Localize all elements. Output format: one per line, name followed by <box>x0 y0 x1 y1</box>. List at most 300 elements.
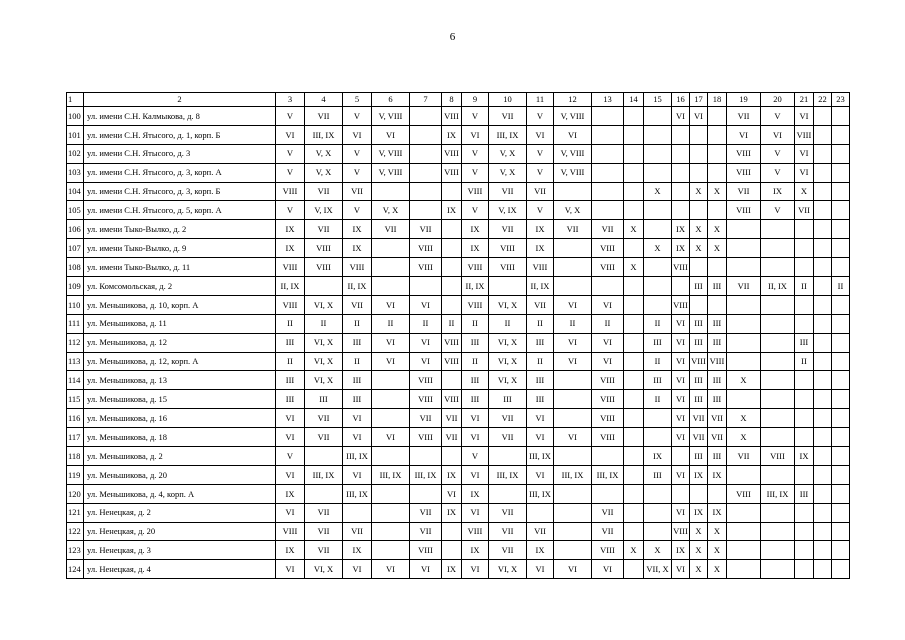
table-cell <box>592 144 624 163</box>
table-cell: III <box>462 390 489 409</box>
table-cell <box>814 333 832 352</box>
table-cell <box>795 522 814 541</box>
table-cell <box>592 484 624 503</box>
table-row <box>67 409 850 428</box>
table-cell: II, IX <box>276 277 305 296</box>
table-cell <box>410 277 442 296</box>
column-header: 2 <box>84 93 276 107</box>
table-body <box>67 93 850 579</box>
table-cell: VII <box>489 107 527 126</box>
table-cell: IX <box>761 182 795 201</box>
table-cell: VII <box>727 182 761 201</box>
table-cell: VIII <box>442 163 462 182</box>
table-cell <box>761 295 795 314</box>
table-row <box>67 447 850 466</box>
table-cell: V <box>276 201 305 220</box>
table-cell: III <box>644 333 672 352</box>
table-cell <box>795 541 814 560</box>
table-cell <box>644 144 672 163</box>
table-cell: VIII <box>343 258 372 277</box>
table-cell <box>832 295 850 314</box>
table-cell: VI, X <box>305 371 343 390</box>
table-cell: VI <box>372 295 410 314</box>
table-cell <box>624 484 644 503</box>
table-cell: III <box>527 333 554 352</box>
table-cell: VI <box>592 560 624 579</box>
table-cell: VI <box>527 428 554 447</box>
table-cell <box>690 163 708 182</box>
column-header: 6 <box>372 93 410 107</box>
table-cell: VI <box>410 560 442 579</box>
table-cell: V, IX <box>489 201 527 220</box>
table-cell: III <box>343 333 372 352</box>
table-cell <box>761 409 795 428</box>
table-cell: VI <box>554 560 592 579</box>
table-cell <box>814 390 832 409</box>
table-cell <box>442 295 462 314</box>
table-cell: II, IX <box>343 277 372 296</box>
table-cell: VI <box>795 144 814 163</box>
row-number: 107 <box>67 239 84 258</box>
table-cell <box>814 182 832 201</box>
table-cell <box>727 333 761 352</box>
table-cell: II <box>343 352 372 371</box>
table-cell <box>554 390 592 409</box>
table-cell: VI <box>343 409 372 428</box>
address-cell: ул. Меньшикова, д. 13 <box>84 371 276 390</box>
table-cell <box>832 314 850 333</box>
row-number: 121 <box>67 503 84 522</box>
table-row <box>67 144 850 163</box>
table-cell: II <box>276 314 305 333</box>
table-cell <box>624 163 644 182</box>
table-cell <box>554 277 592 296</box>
table-cell: VIII <box>442 107 462 126</box>
table-cell: III <box>462 371 489 390</box>
table-cell <box>624 465 644 484</box>
table-cell: IX <box>527 220 554 239</box>
column-header: 21 <box>795 93 814 107</box>
table-cell <box>814 428 832 447</box>
table-cell: II <box>644 390 672 409</box>
table-cell: VII <box>305 182 343 201</box>
table-cell <box>761 465 795 484</box>
table-cell: V, X <box>305 144 343 163</box>
table-cell <box>624 314 644 333</box>
table-cell <box>644 201 672 220</box>
column-header: 13 <box>592 93 624 107</box>
table-cell <box>814 107 832 126</box>
table-row <box>67 465 850 484</box>
table-cell: VI <box>276 560 305 579</box>
table-cell: VI <box>690 107 708 126</box>
table-cell <box>624 295 644 314</box>
table-cell: VIII <box>592 239 624 258</box>
table-cell <box>727 295 761 314</box>
table-cell: IX <box>462 220 489 239</box>
table-cell <box>672 182 690 201</box>
table-cell <box>489 484 527 503</box>
table-cell <box>410 163 442 182</box>
table-cell: VIII <box>489 258 527 277</box>
table-cell: IX <box>690 465 708 484</box>
table-cell: VI, X <box>489 371 527 390</box>
table-row <box>67 258 850 277</box>
table-cell <box>832 484 850 503</box>
table-cell: VII <box>442 409 462 428</box>
page-number: 6 <box>449 31 456 43</box>
table-cell <box>708 144 727 163</box>
table-cell: III, IX <box>343 484 372 503</box>
table-cell <box>410 125 442 144</box>
table-cell <box>761 522 795 541</box>
table-cell <box>442 182 462 201</box>
table-cell: VIII <box>761 447 795 466</box>
table-cell: VIII <box>410 371 442 390</box>
table-cell <box>761 371 795 390</box>
table-cell: X <box>708 220 727 239</box>
table-cell: VI <box>276 428 305 447</box>
table-cell: VIII <box>276 295 305 314</box>
table-cell <box>814 201 832 220</box>
column-header: 14 <box>624 93 644 107</box>
table-cell: VII <box>527 522 554 541</box>
table-cell: III <box>795 484 814 503</box>
address-cell: ул. Меньшикова, д. 18 <box>84 428 276 447</box>
table-cell <box>814 541 832 560</box>
table-cell <box>644 163 672 182</box>
table-cell: V, VIII <box>372 144 410 163</box>
row-number: 115 <box>67 390 84 409</box>
table-cell: IX <box>442 201 462 220</box>
table-cell: VIII <box>672 295 690 314</box>
table-cell <box>814 314 832 333</box>
table-cell <box>372 182 410 201</box>
table-cell: IX <box>442 560 462 579</box>
row-number: 100 <box>67 107 84 126</box>
table-cell: III, IX <box>489 465 527 484</box>
table-cell <box>690 201 708 220</box>
table-cell: III <box>462 333 489 352</box>
table-cell <box>442 277 462 296</box>
table-cell <box>554 447 592 466</box>
table-cell: VI, X <box>489 560 527 579</box>
table-cell: VI <box>527 125 554 144</box>
table-cell: VI <box>554 333 592 352</box>
table-cell: VIII <box>592 409 624 428</box>
table-cell <box>592 163 624 182</box>
table-cell <box>624 201 644 220</box>
table-cell <box>832 125 850 144</box>
table-cell <box>624 239 644 258</box>
table-cell <box>795 239 814 258</box>
table-cell: III <box>795 333 814 352</box>
table-cell: VI <box>672 107 690 126</box>
table-cell: VIII <box>462 258 489 277</box>
table-cell: VII <box>592 220 624 239</box>
table-cell: II, IX <box>527 277 554 296</box>
table-cell <box>814 163 832 182</box>
table-cell: VI <box>672 560 690 579</box>
table-cell: X <box>690 182 708 201</box>
column-header: 1 <box>67 93 84 107</box>
table-cell <box>727 465 761 484</box>
table-cell: II <box>644 352 672 371</box>
table-cell: II <box>795 352 814 371</box>
table-cell: II <box>489 314 527 333</box>
table-cell: VII <box>727 447 761 466</box>
table-cell: VII <box>554 220 592 239</box>
table-cell: VI <box>462 560 489 579</box>
table-cell <box>814 560 832 579</box>
table-cell: VI <box>672 428 690 447</box>
table-cell <box>708 484 727 503</box>
column-header: 20 <box>761 93 795 107</box>
table-cell: II <box>644 314 672 333</box>
table-cell: VII <box>690 409 708 428</box>
table-cell: VIII <box>592 390 624 409</box>
table-cell: VIII <box>305 239 343 258</box>
table-cell: VIII <box>672 522 690 541</box>
table-cell: VII, X <box>644 560 672 579</box>
table-cell: VIII <box>442 390 462 409</box>
table-cell <box>554 371 592 390</box>
table-cell: VI <box>672 314 690 333</box>
table-cell: III, IX <box>343 447 372 466</box>
table-cell: VI <box>727 125 761 144</box>
address-cell: ул. Меньшикова, д. 16 <box>84 409 276 428</box>
table-cell <box>527 503 554 522</box>
table-cell <box>624 107 644 126</box>
table-cell: VII <box>489 409 527 428</box>
table-cell: X <box>624 541 644 560</box>
table-cell: VI <box>276 409 305 428</box>
table-cell: III, IX <box>305 465 343 484</box>
table-cell: VI <box>343 125 372 144</box>
table-cell: VI <box>462 125 489 144</box>
row-number: 104 <box>67 182 84 201</box>
table-cell: VII <box>410 503 442 522</box>
table-cell <box>832 541 850 560</box>
row-number: 105 <box>67 201 84 220</box>
table-cell: IX <box>672 239 690 258</box>
table-cell <box>761 428 795 447</box>
address-cell: ул. имени С.Н. Ятысого, д. 3 <box>84 144 276 163</box>
table-cell <box>410 484 442 503</box>
table-cell <box>442 239 462 258</box>
table-cell: VIII <box>276 258 305 277</box>
table-cell <box>814 220 832 239</box>
table-cell: VII <box>489 182 527 201</box>
table-cell <box>708 258 727 277</box>
table-cell <box>372 503 410 522</box>
table-cell: II <box>442 314 462 333</box>
table-cell: IX <box>527 541 554 560</box>
table-cell <box>795 295 814 314</box>
address-cell: ул. имени С.Н. Калмыкова, д. 8 <box>84 107 276 126</box>
column-header: 22 <box>814 93 832 107</box>
column-header: 23 <box>832 93 850 107</box>
row-number: 102 <box>67 144 84 163</box>
table-cell: X <box>624 258 644 277</box>
table-cell <box>442 258 462 277</box>
table-cell: II <box>372 314 410 333</box>
table-cell <box>554 541 592 560</box>
table-cell: VII <box>527 295 554 314</box>
table-cell <box>372 447 410 466</box>
table-cell <box>372 409 410 428</box>
table-cell <box>708 125 727 144</box>
table-row <box>67 314 850 333</box>
table-cell: III <box>690 277 708 296</box>
table-cell: VIII <box>410 239 442 258</box>
table-cell <box>832 220 850 239</box>
table-cell: V, X <box>554 201 592 220</box>
table-cell: IX <box>708 465 727 484</box>
address-cell: ул. имени С.Н. Ятысого, д. 5, корп. А <box>84 201 276 220</box>
table-cell <box>832 182 850 201</box>
table-row <box>67 390 850 409</box>
table-cell: V, VIII <box>554 107 592 126</box>
table-cell: VIII <box>410 428 442 447</box>
column-header: 18 <box>708 93 727 107</box>
table-cell <box>727 220 761 239</box>
table-cell <box>727 541 761 560</box>
table-cell <box>442 371 462 390</box>
table-cell <box>727 390 761 409</box>
row-number: 103 <box>67 163 84 182</box>
table-cell: III, IX <box>592 465 624 484</box>
table-cell: V, VIII <box>554 163 592 182</box>
table-cell: V <box>343 163 372 182</box>
table-cell <box>644 484 672 503</box>
column-header: 16 <box>672 93 690 107</box>
table-cell <box>372 522 410 541</box>
table-cell <box>832 522 850 541</box>
table-cell: III <box>276 390 305 409</box>
table-cell <box>554 409 592 428</box>
table-cell: VI <box>276 125 305 144</box>
table-cell: VI <box>372 428 410 447</box>
table-cell: III, IX <box>489 125 527 144</box>
table-cell: III <box>690 333 708 352</box>
table-cell: V, X <box>489 144 527 163</box>
table-cell: X <box>690 522 708 541</box>
address-cell: ул. Меньшикова, д. 20 <box>84 465 276 484</box>
table-cell: IX <box>276 239 305 258</box>
table-cell: III <box>527 390 554 409</box>
header-row <box>67 93 850 107</box>
table-cell <box>795 314 814 333</box>
row-number: 114 <box>67 371 84 390</box>
row-number: 117 <box>67 428 84 447</box>
table-cell: IX <box>343 239 372 258</box>
table-cell: IX <box>644 447 672 466</box>
table-cell <box>624 277 644 296</box>
table-cell <box>624 409 644 428</box>
table-cell: IX <box>276 220 305 239</box>
address-cell: ул. Комсомольская, д. 2 <box>84 277 276 296</box>
row-number: 116 <box>67 409 84 428</box>
table-cell: III <box>708 314 727 333</box>
column-header: 19 <box>727 93 761 107</box>
table-cell <box>814 409 832 428</box>
table-cell <box>814 522 832 541</box>
table-cell <box>708 201 727 220</box>
table-cell <box>795 371 814 390</box>
table-cell: III, IX <box>527 447 554 466</box>
table-cell <box>832 503 850 522</box>
table-cell: VI <box>343 560 372 579</box>
table-cell: X <box>690 220 708 239</box>
table-cell <box>832 465 850 484</box>
table-cell <box>410 144 442 163</box>
table-cell: VIII <box>592 258 624 277</box>
table-cell: VI <box>343 428 372 447</box>
table-cell: IX <box>442 125 462 144</box>
table-cell: VIII <box>462 182 489 201</box>
table-cell: VI <box>592 333 624 352</box>
table-cell: VI <box>410 352 442 371</box>
table-cell <box>795 560 814 579</box>
table-cell: V <box>276 163 305 182</box>
row-number: 112 <box>67 333 84 352</box>
table-cell <box>305 447 343 466</box>
table-cell: VI <box>672 409 690 428</box>
table-cell <box>644 125 672 144</box>
table-cell: VIII <box>727 484 761 503</box>
table-cell: VI <box>410 295 442 314</box>
table-cell: III <box>305 390 343 409</box>
row-number: 110 <box>67 295 84 314</box>
table-cell: VI <box>761 125 795 144</box>
table-cell <box>832 258 850 277</box>
address-cell: ул. имени Тыко-Вылко, д. 11 <box>84 258 276 277</box>
table-cell <box>442 522 462 541</box>
table-cell <box>814 465 832 484</box>
table-cell: II <box>276 352 305 371</box>
table-cell: IX <box>276 484 305 503</box>
table-cell: VI <box>592 295 624 314</box>
table-cell <box>624 144 644 163</box>
table-row <box>67 125 850 144</box>
table-cell: VI <box>276 465 305 484</box>
table-cell: X <box>708 560 727 579</box>
table-cell: X <box>708 522 727 541</box>
table-cell: VII <box>489 503 527 522</box>
table-cell: III <box>708 333 727 352</box>
table-cell <box>814 371 832 390</box>
table-cell: VI <box>554 295 592 314</box>
table-cell: V <box>462 163 489 182</box>
table-cell: VI <box>527 465 554 484</box>
table-cell <box>592 125 624 144</box>
table-cell: II <box>343 314 372 333</box>
column-header: 7 <box>410 93 442 107</box>
table-cell <box>832 447 850 466</box>
table-cell: VII <box>489 541 527 560</box>
table-cell: X <box>644 541 672 560</box>
table-row <box>67 503 850 522</box>
table-cell: X <box>690 560 708 579</box>
table-cell: III, IX <box>410 465 442 484</box>
table-cell: VI <box>462 503 489 522</box>
table-cell: VI <box>527 560 554 579</box>
table-cell: VII <box>343 182 372 201</box>
table-cell: VIII <box>592 541 624 560</box>
address-cell: ул. Ненецкая, д. 20 <box>84 522 276 541</box>
table-cell: II <box>592 314 624 333</box>
